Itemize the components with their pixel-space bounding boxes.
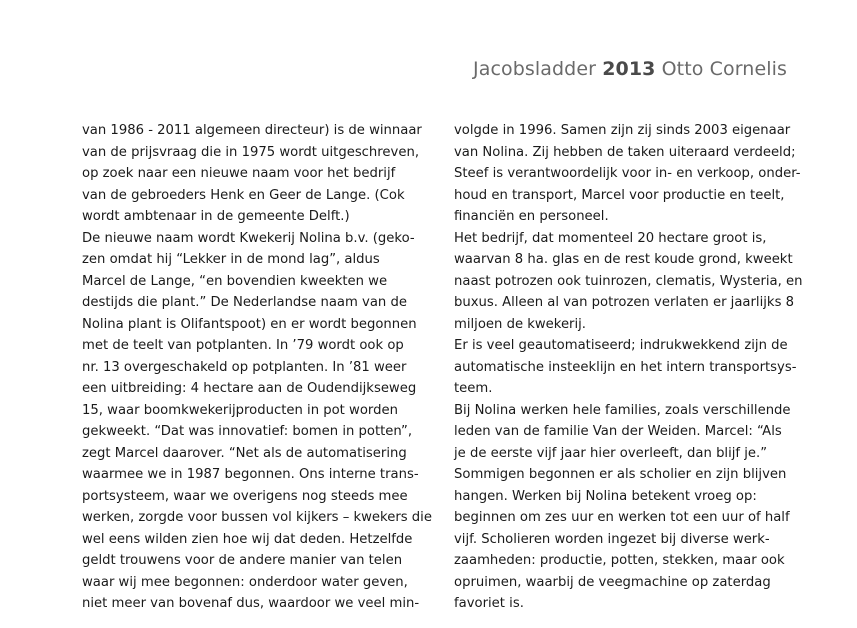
text-line: automatische insteeklijn en het intern transportsys- xyxy=(454,359,797,375)
text-line: leden van de familie Van der Weiden. Marcel: “Als xyxy=(454,424,782,439)
text-line: financiën en personeel. xyxy=(454,209,609,224)
text-line: waar wij mee begonnen: onderdoor water geven, xyxy=(82,574,408,590)
text-line: 15, waar boomkwekerijproducten in pot worden xyxy=(82,402,398,418)
text-line: van Nolina. Zij hebben de taken uiteraard verdeeld; xyxy=(454,144,796,160)
text-line: op zoek naar een nieuwe naam voor het bedrijf xyxy=(82,166,396,181)
text-line: waarvan 8 ha. glas en de rest koude grond, kweekt xyxy=(454,252,793,267)
text-line: beginnen om zes uur en werken tot een uur of half xyxy=(454,510,790,525)
text-line: opruimen, waarbij de veegmachine op zaterdag xyxy=(454,574,771,590)
text-line: werken, zorgde voor bussen vol kijkers – kwekers die xyxy=(82,510,432,525)
header-author: Otto Cornelis xyxy=(661,58,787,80)
text-line: zaamheden: productie, potten, stekken, maar ook xyxy=(454,553,785,568)
text-line: Bij Nolina werken hele families, zoals verschillende xyxy=(454,402,791,418)
page-header xyxy=(473,58,787,80)
header-year: 2013 xyxy=(602,58,656,80)
text-line: miljoen de kwekerij. xyxy=(454,316,587,332)
text-line: met de teelt van potplanten. In ’79 wordt ook op xyxy=(82,338,404,353)
text-line: zen omdat hij “Lekker in de mond lag”, aldus xyxy=(82,252,380,267)
text-line: niet meer van bovenaf dus, waardoor we veel min- xyxy=(82,596,420,611)
header-title: Jacobsladder xyxy=(473,58,597,80)
text-line: zegt Marcel daarover. “Net als de automatisering xyxy=(82,445,407,461)
text-line: geldt trouwens voor de andere manier van telen xyxy=(82,553,403,568)
right-column xyxy=(454,120,803,615)
text-line: Sommigen begonnen er als scholier en zijn blijven xyxy=(454,467,787,482)
text-line: waarmee we in 1987 begonnen. Ons interne trans- xyxy=(82,467,419,482)
text-line: portsysteem, waar we overigens nog steeds mee xyxy=(82,488,408,504)
text-line: wel eens wilden zien hoe wij dat deden. Hetzelfde xyxy=(82,531,413,547)
text-line: Er is veel geautomatiseerd; indrukwekkend zijn de xyxy=(454,338,788,353)
text-line: wordt ambtenaar in de gemeente Delft.) xyxy=(82,209,350,224)
text-line: Marcel de Lange, “en bovendien kweekten we xyxy=(82,273,388,289)
text-line: volgde in 1996. Samen zijn zij sinds 2003 eigenaar xyxy=(454,123,791,138)
text-line: Nolina plant is Olifantspoot) en er wordt begonnen xyxy=(82,316,417,332)
left-column xyxy=(82,120,432,615)
text-line: De nieuwe naam wordt Kwekerij Nolina b.v. (geko- xyxy=(82,230,415,246)
text-line: naast potrozen ook tuinrozen, clematis, Wysteria, en xyxy=(454,273,803,289)
text-line: gekweekt. “Dat was innovatief: bomen in potten”, xyxy=(82,424,413,439)
text-line: een uitbreiding: 4 hectare aan de Oudendijkseweg xyxy=(82,381,417,396)
text-line: van de gebroeders Henk en Geer de Lange. (Cok xyxy=(82,187,405,203)
text-line: favoriet is. xyxy=(454,596,524,611)
text-line: teem. xyxy=(454,381,493,396)
text-line: destijds die plant.” De Nederlandse naam van de xyxy=(82,295,407,310)
text-line: van 1986 - 2011 algemeen directeur) is de winnaar xyxy=(82,123,422,138)
text-line: Steef is verantwoordelijk voor in- en verkoop, onder- xyxy=(454,166,801,181)
text-line: Het bedrijf, dat momenteel 20 hectare groot is, xyxy=(454,230,767,246)
text-line: vijf. Scholieren worden ingezet bij diverse werk- xyxy=(454,531,770,547)
text-line: nr. 13 overgeschakeld op potplanten. In ’81 weer xyxy=(82,359,407,375)
text-line: hangen. Werken bij Nolina betekent vroeg op: xyxy=(454,488,757,504)
text-line: houd en transport, Marcel voor productie en teelt, xyxy=(454,187,785,203)
text-line: van de prijsvraag die in 1975 wordt uitgeschreven, xyxy=(82,144,420,160)
text-line: je de eerste vijf jaar hier overleeft, dan blijf je.” xyxy=(454,445,768,461)
text-line: buxus. Alleen al van potrozen verlaten er jaarlijks 8 xyxy=(454,295,795,310)
